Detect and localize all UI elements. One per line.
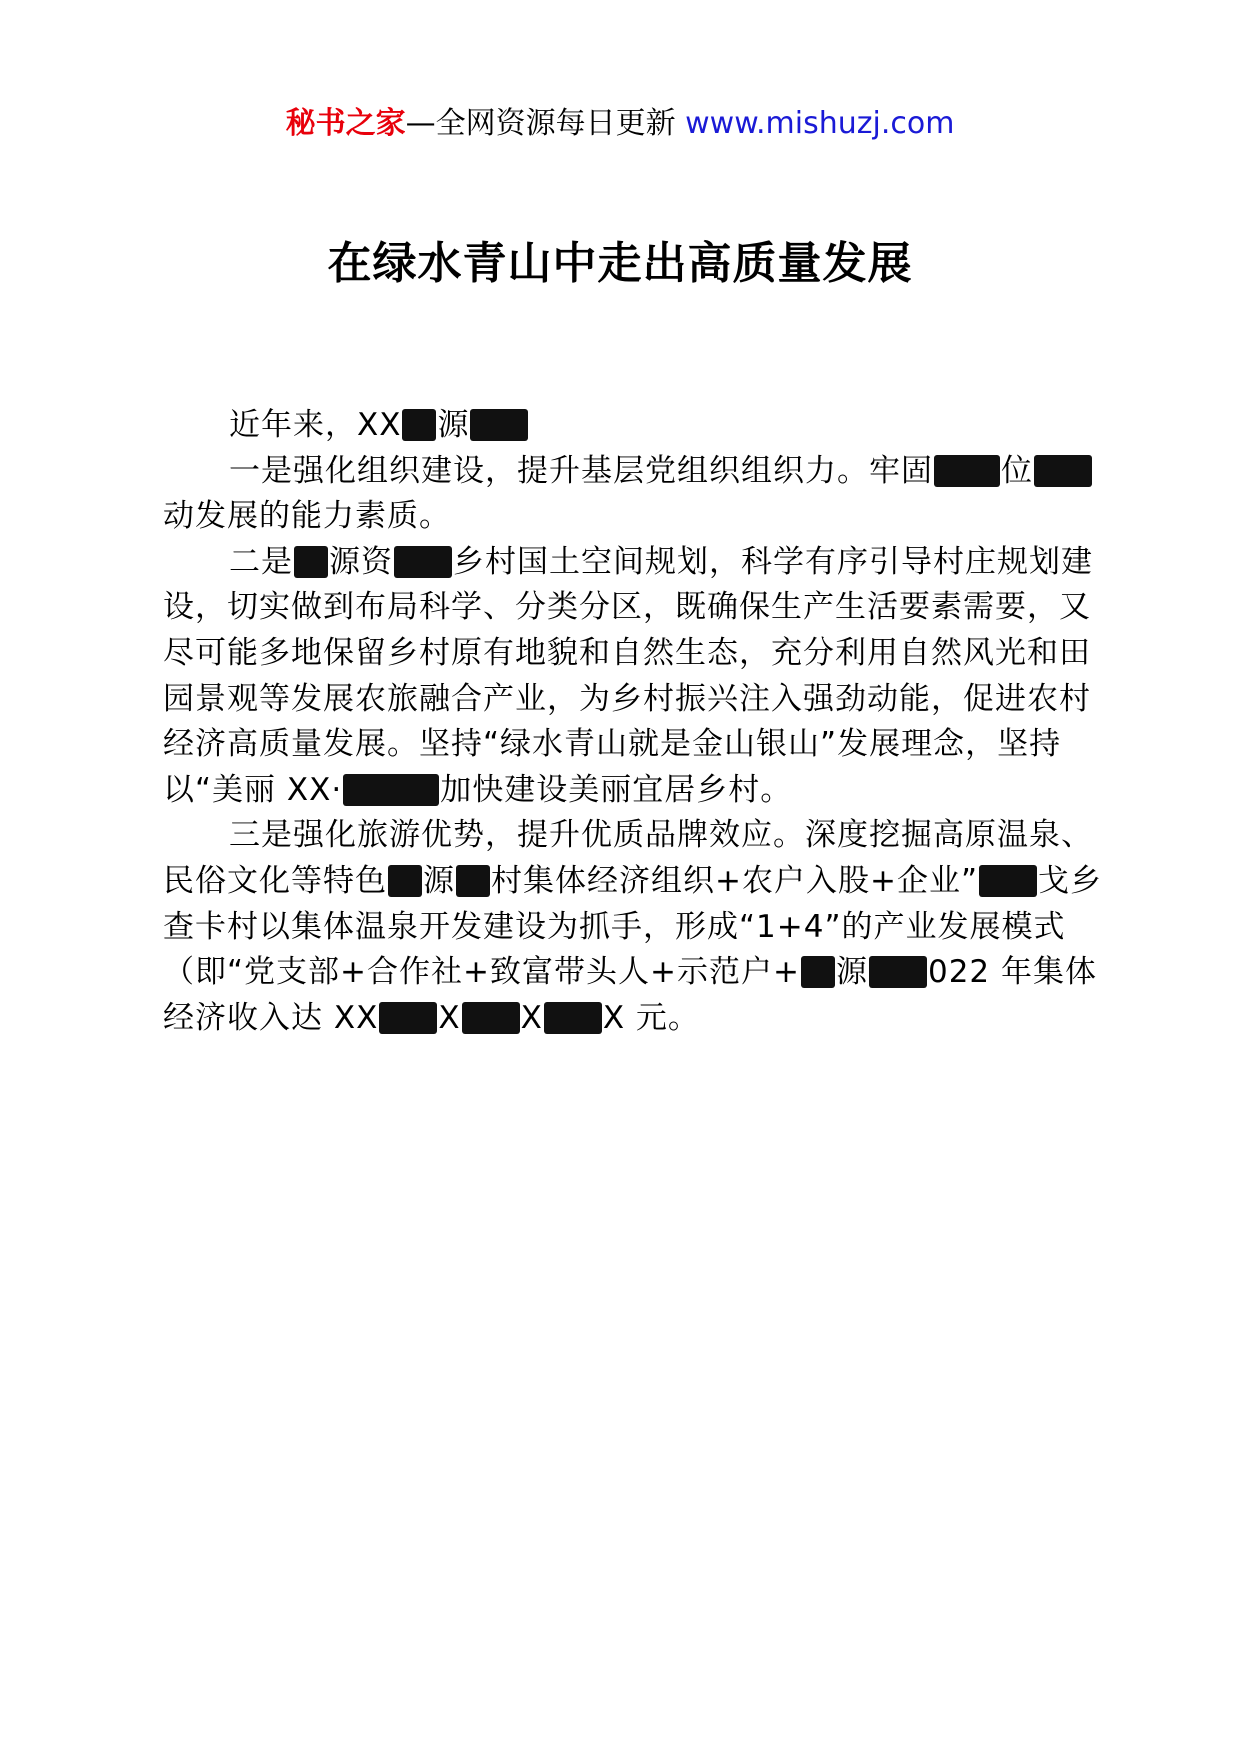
text-segment: 022 年集体经济收入达 XX: [163, 954, 1097, 1036]
text-segment: 源资: [329, 543, 393, 580]
paragraph-point-one: [163, 449, 1109, 540]
text-segment: 二是: [229, 543, 293, 580]
text-segment: X: [438, 999, 461, 1036]
text-segment: 三是强化旅游优势，提升优质品牌效应。深度挖掘高原温泉、民俗文化等特色: [163, 817, 1093, 899]
redaction-block: [402, 409, 436, 441]
paragraph-intro: [163, 403, 1109, 449]
redaction-block: [544, 1002, 602, 1034]
redaction-block: [470, 409, 528, 441]
paragraph-point-two: [163, 540, 1109, 814]
text-segment: 乡村国土空间规划，科学有序引导村庄规划建设，切实做到布局科学、分类分区，既确保生产生活要素需要，又尽可能多地保留乡村原有地貌和自然生态，充分利用自然风光和田园景观等发展农旅融合产业，为乡村振兴注入强劲动能，促进农村经济高质量发展。坚持“绿水青山就是金山银山”发展理念，坚持以“美丽 XX·: [163, 543, 1093, 808]
text-segment: X: [520, 999, 543, 1036]
redaction-block: [869, 956, 927, 988]
text-segment: 源: [423, 862, 455, 899]
site-header: [0, 100, 1240, 148]
text-segment: 动发展的能力素质。: [163, 498, 451, 535]
redaction-block: [394, 546, 452, 578]
redaction-block: [1034, 455, 1092, 487]
redaction-block: [343, 774, 439, 806]
redaction-block: [388, 865, 422, 897]
text-segment: 加快建设美丽宜居乡村。: [440, 771, 793, 808]
redaction-block: [294, 546, 328, 578]
redaction-block: [934, 455, 1000, 487]
document-title: 在绿水青山中走出高质量发展: [327, 238, 913, 289]
site-tagline: —全网资源每日更新: [405, 106, 676, 141]
site-url-link[interactable]: www.mishuzj.com: [685, 106, 955, 141]
text-segment: 村集体经济组织+农户入股+企业”: [491, 862, 979, 899]
text-segment: 近年来，XX: [229, 407, 402, 443]
text-segment: 源: [437, 407, 470, 443]
paragraph-point-three: [163, 813, 1109, 1041]
redaction-block: [979, 865, 1037, 897]
document-body: [163, 403, 1109, 1041]
redaction-block: [801, 956, 835, 988]
redaction-block: [379, 1002, 437, 1034]
site-brand: 秘书之家: [285, 106, 406, 141]
text-segment: 位: [1001, 452, 1033, 489]
redaction-block: [462, 1002, 520, 1034]
text-segment: X 元。: [602, 999, 700, 1036]
redaction-block: [456, 865, 490, 897]
text-segment: 戈乡查卡村以集体温泉开发建设为抓手，形成“1+4”的产业发展模式（即“党支部+合作社+致富带头人+示范户+: [163, 862, 1103, 991]
text-segment: 源: [835, 954, 868, 991]
text-segment: 一是强化组织建设，提升基层党组织组织力。牢固: [229, 452, 933, 489]
